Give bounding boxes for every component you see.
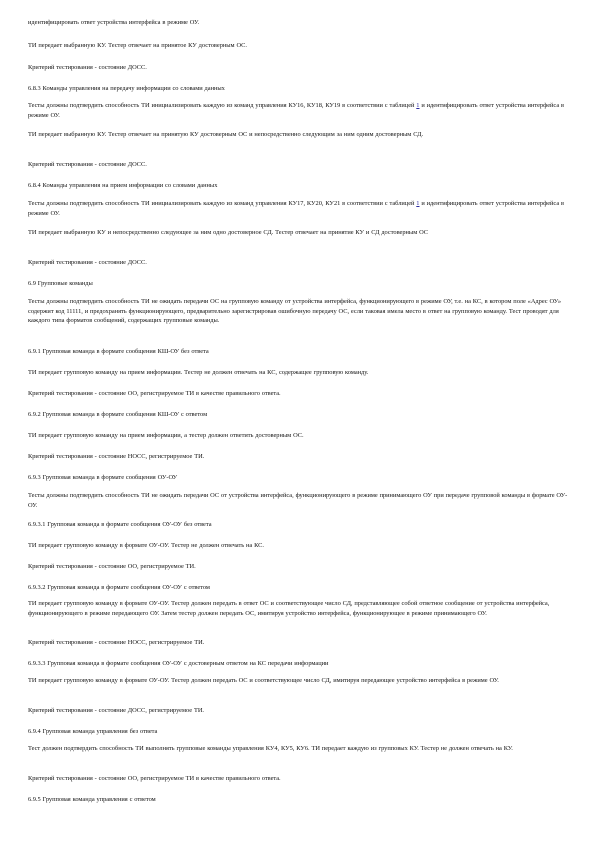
paragraph: ТИ передает групповую команду на прием информации, а тестер должен ответить достоверным ОС. [28,432,304,439]
section-heading: 6.9.3.2 Групповая команда в формате сообщения ОУ-ОУ с ответом [28,584,210,591]
section-heading: 6.8.3 Команды управления на передачу информации со словами данных [28,85,225,92]
paragraph: Критерий тестирования - состояние ОО, регистрируемое ТИ. [28,563,196,570]
section-heading: 6.8.4 Команды управления на прием информации со словами данных [28,182,218,189]
paragraph-text-part: и идентифицировать ответ устройства интерфейса в режиме ОУ. [28,102,565,119]
section-heading: 6.9.3.1 Групповая команда в формате сообщения ОУ-ОУ без ответа [28,521,212,528]
paragraph-with-table-ref [28,101,568,120]
paragraph-with-table-ref [28,199,568,218]
paragraph: ТИ передает групповую команду в формате ОУ-ОУ. Тестер не должен отвечать на КС. [28,542,265,549]
paragraph: ТИ передает выбранную КУ. Тестер отвечает на принятую КУ достоверным ОС и непосредственно следующим за ним одним достоверным СД. [28,131,424,138]
paragraph: Критерий тестирования - состояние ДОСС. [28,161,147,168]
paragraph: Критерий тестирования - состояние ДОСС. [28,64,147,71]
paragraph: ТИ передает групповую команду на прием информации. Тестер не должен отвечать на КС, содержащее групповую команду. [28,369,369,376]
paragraph: Критерий тестирования - состояние ДОСС, регистрируемое ТИ. [28,707,204,714]
section-heading: 6.9.2 Групповая команда в формате сообщения КШ-ОУ с ответом [28,411,208,418]
paragraph: Критерий тестирования - состояние ОО, регистрируемое ТИ в качестве правильного ответа. [28,775,281,782]
paragraph: ТИ передает выбранную КУ. Тестер отвечает на принятое КУ достоверным ОС. [28,42,247,49]
paragraph-text-part: и идентифицировать ответ устройства интерфейса в режиме ОУ. [28,200,565,217]
section-heading: 6.9.3 Групповая команда в формате сообщения ОУ-ОУ [28,474,178,481]
section-heading: 6.9.5 Групповая команда управления с ответом [28,796,156,803]
paragraph: ТИ передает выбранную КУ и непосредственно следующее за ним одно достоверное СД. Тестер отвечает на принятие КУ и СД достоверным ОС [28,229,429,236]
paragraph-text-part: Тесты должны подтвердить способность ТИ инициализировать каждую из команд управления КУ16, КУ18, КУ19 в соответствии с таблицей [28,102,417,109]
paragraph: Тесты должны подтвердить способность ТИ не ожидать передачи ОС на групповую команду от устройства интерфейса, функционирующего в режиме ОУ, т.е. на КС, в котором поле «Адрес ОУ» содержит код 11111, и предохранять функционирующего, предварительно зарегистрировав ошибочную передачу ОС, если таковая имела место в ответ на групповую команду. Тест проводят для каждого типа форматов сообщений, содержащих групповые команды. [28,298,562,324]
table-link[interactable]: 1 [416,102,420,109]
paragraph: Критерий тестирования - состояние ОО, регистрируемое ТИ в качестве правильного ответа. [28,390,281,397]
paragraph: Критерий тестирования - состояние ДОСС. [28,259,147,266]
section-heading: 6.9.1 Групповая команда в формате сообщения КШ-ОУ без ответа [28,348,209,355]
paragraph-text-part: Тесты должны подтвердить способность ТИ инициализировать каждую из команд управления КУ17, КУ20, КУ21 в соответствии с таблицей [28,200,417,207]
paragraph: Тесты должны подтвердить способность ТИ не ожидать передачи ОС от устройства интерфейса, функционирующего в режиме принимающего ОУ при передаче групповой команды в формате ОУ-ОУ. [28,492,568,509]
paragraph: Тест должен подтвердить способность ТИ выполнять групповые команды управления КУ4, КУ5, КУ6. ТИ передает каждую из групповых КУ. Тестер не должен отвечать на КУ. [28,745,513,752]
section-heading: 6.9.3.3 Групповая команда в формате сообщения ОУ-ОУ с достоверным ответом на КС передачи информации [28,660,329,667]
table-link[interactable]: 1 [416,200,420,207]
paragraph: Критерий тестирования - состояние НОСС, регистрируемое ТИ. [28,639,205,646]
paragraph: ТИ передает групповую команду в формате ОУ-ОУ. Тестер должен передать ОС и соответствующее число СД, имитируя передающее устройство интерфейса в режиме ОУ. [28,677,499,684]
section-heading: 6.9 Групповые команды [28,280,93,287]
paragraph: Критерий тестирования - состояние НОСС, регистрируемое ТИ. [28,453,205,460]
paragraph: ТИ передает групповую команду в формате ОУ-ОУ. Тестер должен передать в ответ ОС и соответствующее число СД, представляющее собой ответное сообщение от устройства интерфейса, функционирующего в режиме передающего ОУ. Затем тестер должен передать ОС, имитируя устройство интерфейса, функционирующее в режиме принимающего ОУ. [28,600,550,617]
section-heading: 6.9.4 Групповая команда управления без ответа [28,728,158,735]
paragraph: идентифицировать ответ устройства интерфейса в режиме ОУ. [28,19,200,26]
